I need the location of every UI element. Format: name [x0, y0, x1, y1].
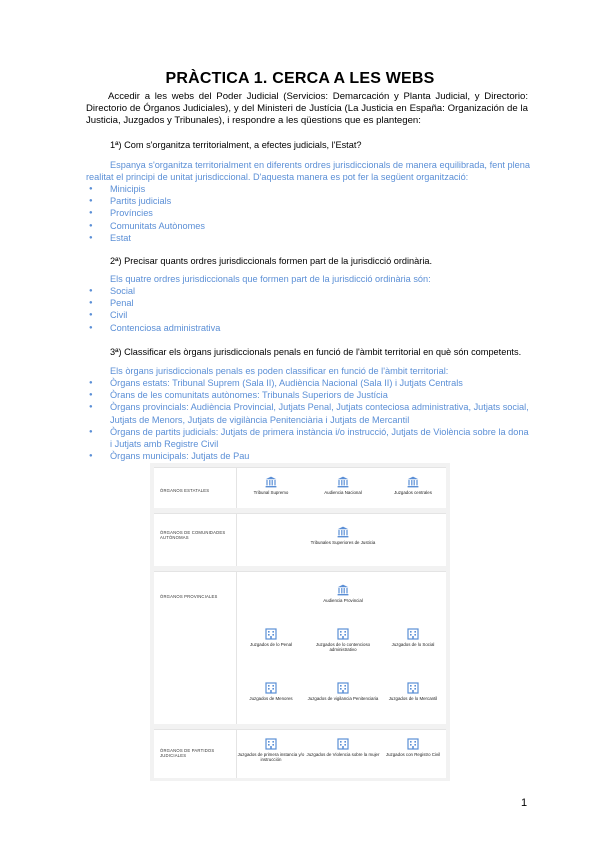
- list-item: ● Comunitats Autònomes: [86, 220, 532, 232]
- intro-paragraph: Accedir a les webs del Poder Judicial (Servicios: Demarcación y Planta Judicial, y Directorio: Directorio de Órganos Judiciales), y del Ministeri de Justícia (La Justicia en España: Organización de la Justicia, Juzgados y Tribunales), i respondre a les qüestions que es plantegen:: [86, 91, 528, 127]
- building-icon: [265, 738, 277, 750]
- list-item: ● Social: [86, 285, 532, 297]
- building-icon: [265, 628, 277, 640]
- building-icon: [337, 738, 349, 750]
- node-juzgados-contencioso: Juzgados de lo contencioso administrativo: [306, 628, 380, 653]
- list-item: ● Penal: [86, 297, 532, 309]
- question-3: 3ª) Classificar els òrgans jurisdiccionals penals en funció de l'àmbit territorial en què són competents.: [110, 347, 522, 357]
- answer-3-list: [86, 377, 532, 462]
- answer-2-list: [86, 285, 532, 334]
- list-item: ● Contenciosa administrativa: [86, 322, 532, 334]
- page-number: 1: [521, 797, 528, 809]
- courthouse-icon: [265, 476, 277, 488]
- node-tsj: Tribunales Superiores de Justicia: [296, 526, 390, 545]
- list-item: ● Òrgans estats: Tribunal Suprem (Sala II), Audiència Nacional (Sala II) i Jutjats Centrals: [86, 377, 532, 389]
- node-audiencia-nacional: Audiencia Nacional: [306, 476, 380, 495]
- band-label: ÓRGANOS ESTATALES: [160, 488, 210, 493]
- building-icon: [407, 738, 419, 750]
- answer-2: Els quatre ordres jurisdiccionals que formen part de la jurisdicció ordinària són:: [110, 274, 431, 284]
- courthouse-icon: [337, 476, 349, 488]
- question-1: 1ª) Com s'organitza territorialment, a efectes judicials, l'Estat?: [110, 140, 362, 150]
- page-title: PRÀCTICA 1. CERCA A LES WEBS: [165, 70, 435, 87]
- list-item: ● Civil: [86, 309, 532, 321]
- building-icon: [407, 682, 419, 694]
- list-item: ● Òrans de les comunitats autònomes: Tribunals Superiors de Justícia: [86, 389, 532, 401]
- node-juzgados-penal: Juzgados de lo Penal: [234, 628, 308, 647]
- node-registro-civil: Juzgados con Registro Civil: [376, 738, 450, 757]
- building-icon: [337, 682, 349, 694]
- node-juzgados-menores: Juzgados de Menores: [234, 682, 308, 701]
- answer-3: Els òrgans jurisdiccionals penals es poden classificar en funció de l'àmbit territorial:: [110, 366, 449, 376]
- list-item: ● Partits judicials: [86, 195, 532, 207]
- list-item: ● Òrgans provincials: Audiència Provincial, Jutjats Penal, Jutjats conteciosa administrativa, Jutjats social, Jutjats de Menors, Jutjats de vigilància Penitenciària i Jutjats de Mercantil: [86, 401, 532, 425]
- answer-1: Espanya s'organitza territorialment en diferents ordres jurisdiccionals de manera equilibrada, fent plena realitat el principi de unitat jurisdiccional. D'aquesta manera es pot fer la següent organització:: [86, 160, 530, 183]
- node-audiencia-provincial: Audiencia Provincial: [306, 584, 380, 603]
- band-state: [154, 467, 446, 508]
- building-icon: [407, 628, 419, 640]
- courthouse-icon: [337, 584, 349, 596]
- list-item: ● Províncies: [86, 207, 532, 219]
- band-label: ÓRGANOS DE PARTIDOS JUDICIALES: [160, 748, 215, 759]
- courthouse-icon: [337, 526, 349, 538]
- building-icon: [265, 682, 277, 694]
- courts-diagram: [150, 463, 450, 781]
- node-juzgados-vigilancia: Juzgados de vigilancia Penitenciaria: [306, 682, 380, 701]
- answer-1-list: [86, 183, 532, 244]
- list-item: ● Estat: [86, 232, 532, 244]
- node-primera-instancia: Juzgados de primera instancia y/o instrucción: [234, 738, 308, 763]
- building-icon: [337, 628, 349, 640]
- question-2: 2ª) Precisar quants ordres jurisdiccionals formen part de la jurisdicció ordinària.: [110, 256, 433, 266]
- node-juzgados-centrales: Juzgados centrales: [376, 476, 450, 495]
- node-juzgados-social: Juzgados de lo Social: [376, 628, 450, 647]
- band-autonomous: [154, 513, 446, 566]
- courthouse-icon: [407, 476, 419, 488]
- node-juzgados-mercantil: Juzgados de lo Mercantil: [376, 682, 450, 701]
- node-tribunal-supremo: Tribunal Supremo: [234, 476, 308, 495]
- band-label: ÓRGANOS DE COMUNIDADES AUTÓNOMAS: [160, 530, 226, 541]
- node-violencia-mujer: Juzgados de Violencia sobre la mujer: [306, 738, 380, 757]
- band-label: ÓRGANOS PROVINCIALES: [160, 594, 218, 599]
- list-item: ● Òrgans municipals: Jutjats de Pau: [86, 450, 532, 462]
- list-item: ● Òrgans de partits judicials: Jutjats de primera instància i/o instrucció, Jutjats de Violència sobre la dona i Jutjats amb Registre Civil: [86, 426, 532, 450]
- band-provincial: [154, 571, 446, 724]
- band-judicial-district: [154, 729, 446, 778]
- list-item: ● Minicipis: [86, 183, 532, 195]
